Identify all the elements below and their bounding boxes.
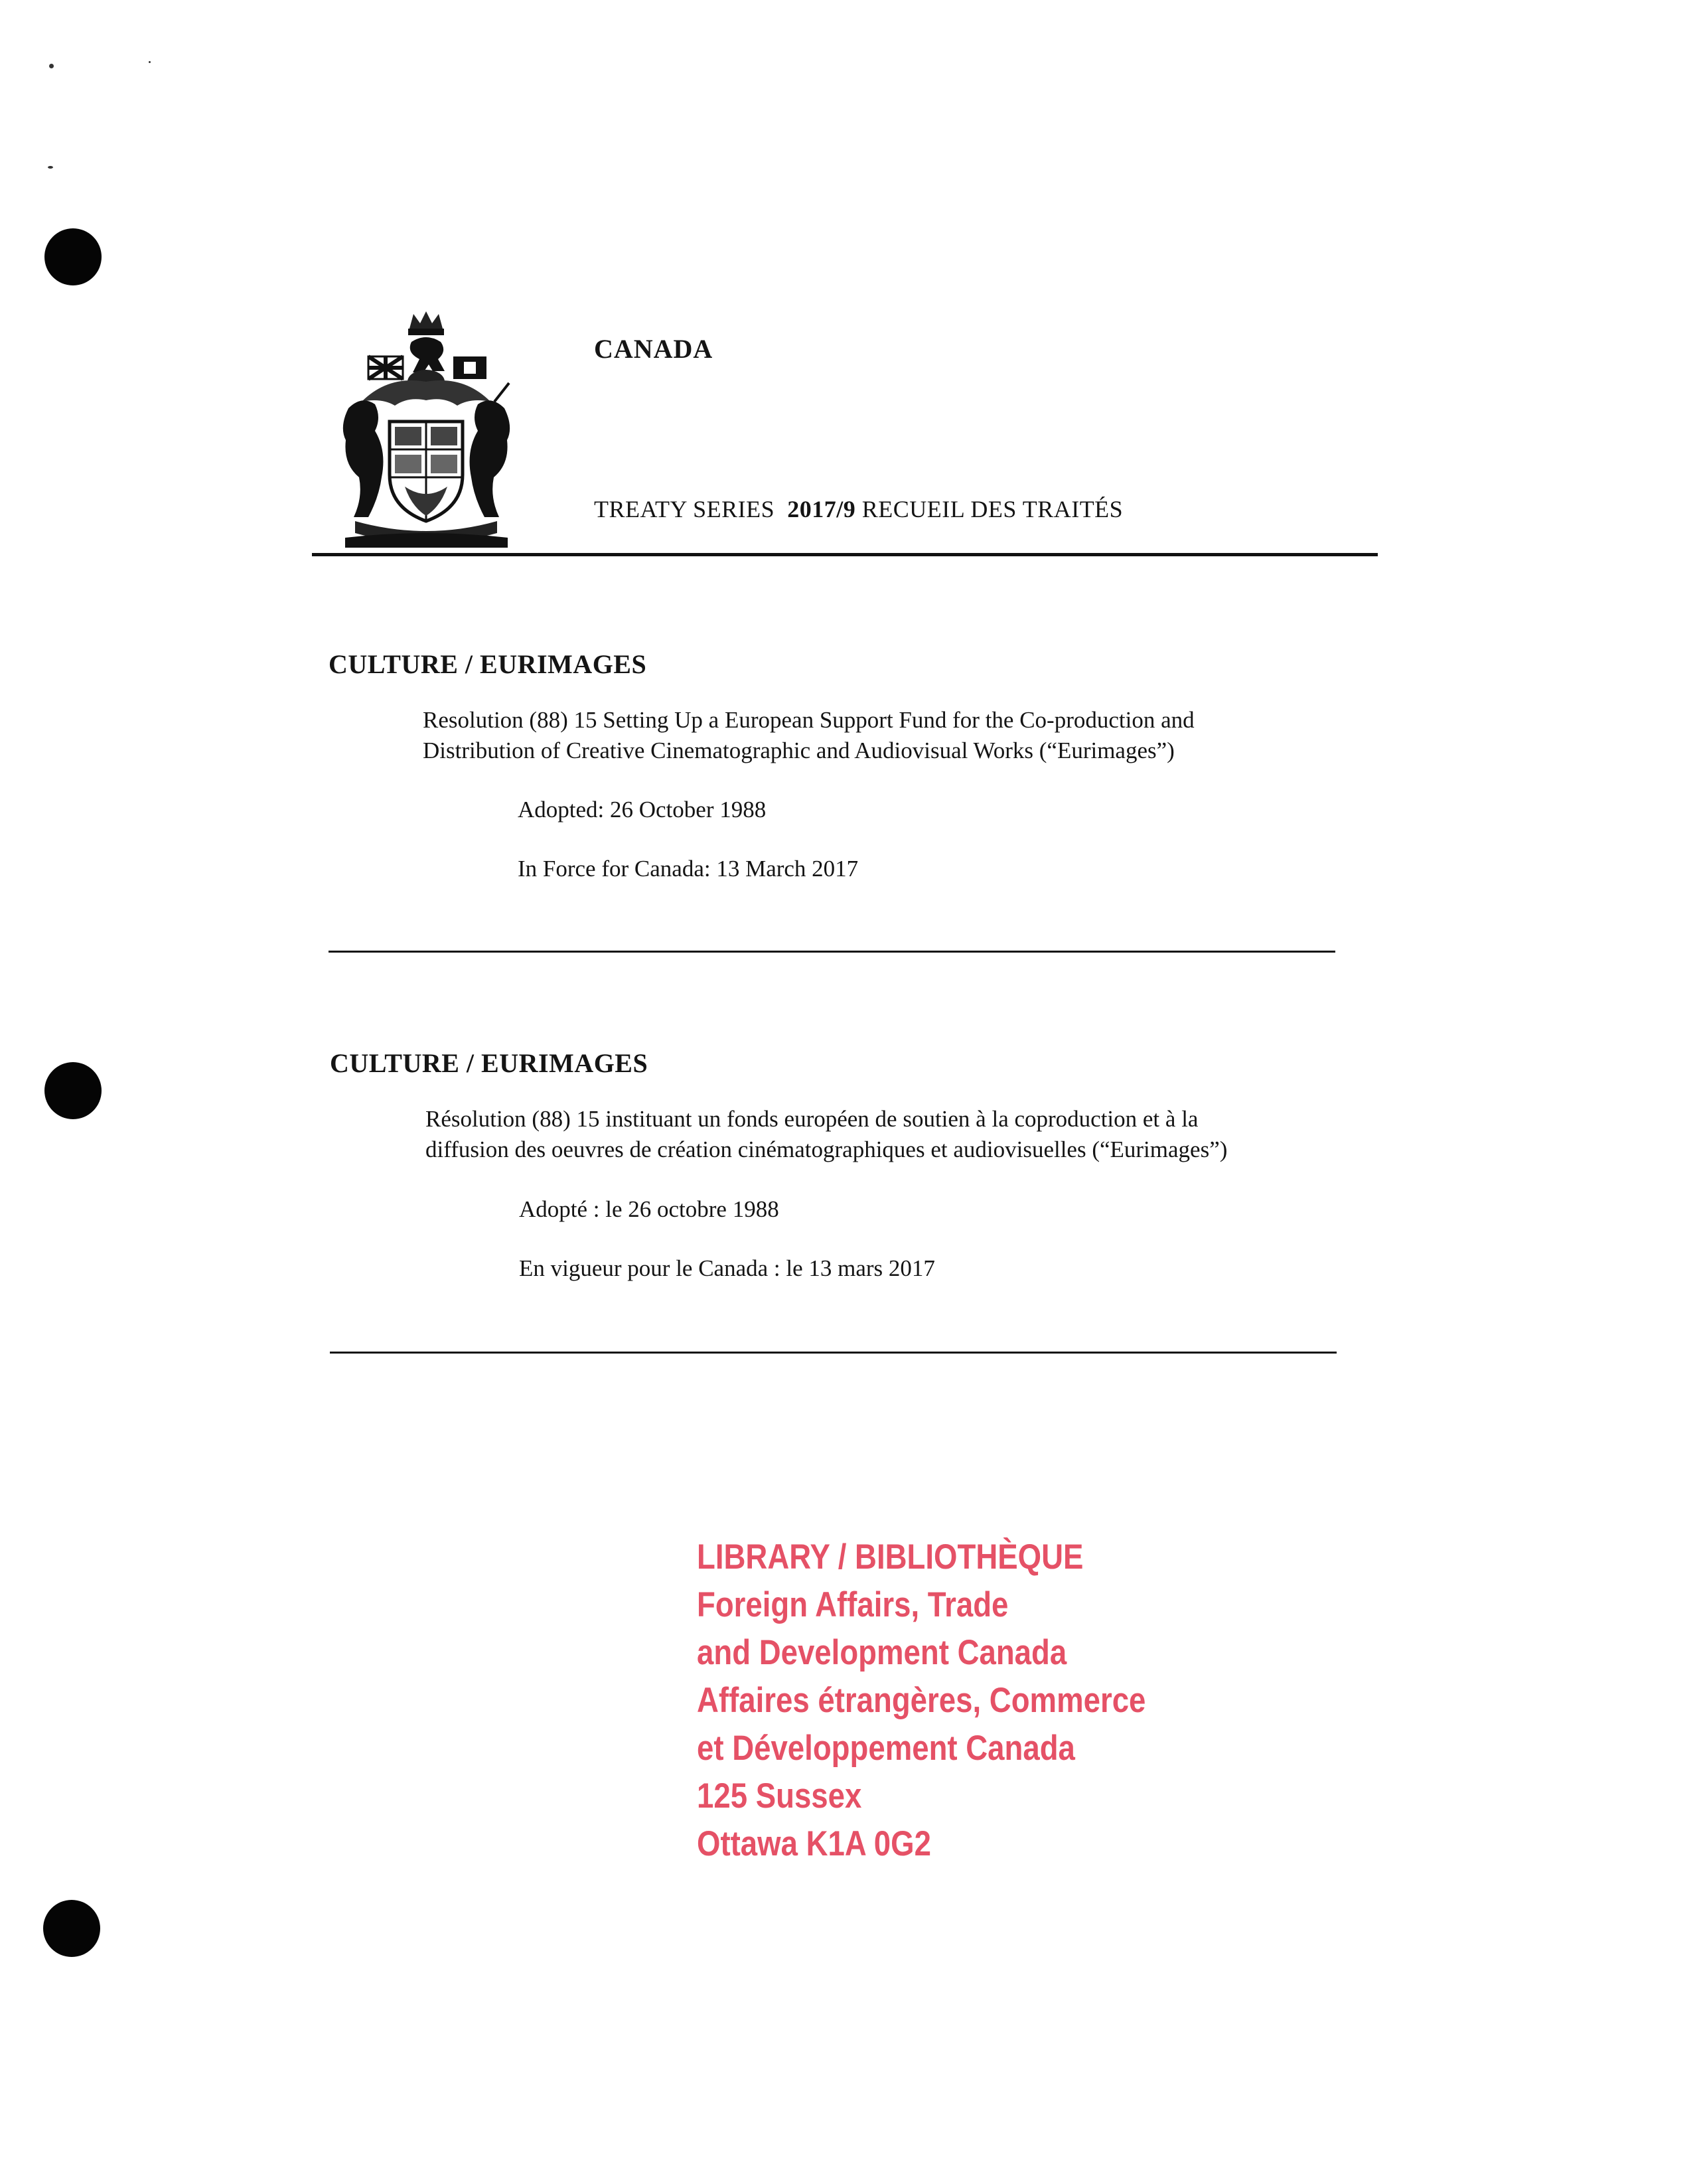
english-title-line: Distribution of Creative Cinematographic and Audiovisual Works (“Eurimages”) <box>423 738 1175 763</box>
stamp-line: et Développement Canada <box>697 1729 1075 1768</box>
coat-of-arms-icon <box>335 309 518 548</box>
series-label-fr: RECUEIL DES TRAITÉS <box>861 496 1124 522</box>
series-label-en: TREATY SERIES <box>594 496 775 522</box>
library-stamp <box>697 1533 1145 1868</box>
english-heading: CULTURE / EURIMAGES <box>329 649 647 679</box>
stamp-line: Affaires étrangères, Commerce <box>697 1681 1146 1720</box>
scan-speck <box>49 64 54 68</box>
stamp-line: 125 Sussex <box>697 1776 862 1816</box>
header-divider <box>312 553 1378 556</box>
binder-hole <box>43 1900 100 1957</box>
scan-speck <box>149 61 151 63</box>
french-title-line: diffusion des oeuvres de création cinématographiques et audiovisuelles (“Eurimages”) <box>425 1136 1228 1162</box>
english-in-force-date: In Force for Canada: 13 March 2017 <box>518 856 859 882</box>
english-adopted-date: Adopted: 26 October 1988 <box>518 797 767 822</box>
french-section-divider <box>330 1352 1337 1354</box>
stamp-line: LIBRARY / BIBLIOTHÈQUE <box>697 1537 1084 1577</box>
french-in-force-date: En vigueur pour le Canada : le 13 mars 2017 <box>519 1255 935 1281</box>
english-section-divider <box>329 951 1335 953</box>
stamp-line: Foreign Affairs, Trade <box>697 1585 1009 1624</box>
country-title: CANADA <box>594 334 713 364</box>
english-title-line: Resolution (88) 15 Setting Up a European Support Fund for the Co-production and <box>423 707 1195 733</box>
treaty-series-line <box>594 495 1123 523</box>
french-heading: CULTURE / EURIMAGES <box>330 1048 648 1078</box>
french-title-line: Résolution (88) 15 instituant un fonds européen de soutien à la coproduction et à la <box>425 1106 1199 1132</box>
binder-hole <box>44 1062 102 1119</box>
scan-speck <box>48 166 53 169</box>
french-adopted-date: Adopté : le 26 octobre 1988 <box>519 1196 779 1222</box>
binder-hole <box>44 228 102 285</box>
series-number: 2017/9 <box>787 496 856 522</box>
stamp-line: and Development Canada <box>697 1633 1067 1672</box>
stamp-line: Ottawa K1A 0G2 <box>697 1824 931 1863</box>
